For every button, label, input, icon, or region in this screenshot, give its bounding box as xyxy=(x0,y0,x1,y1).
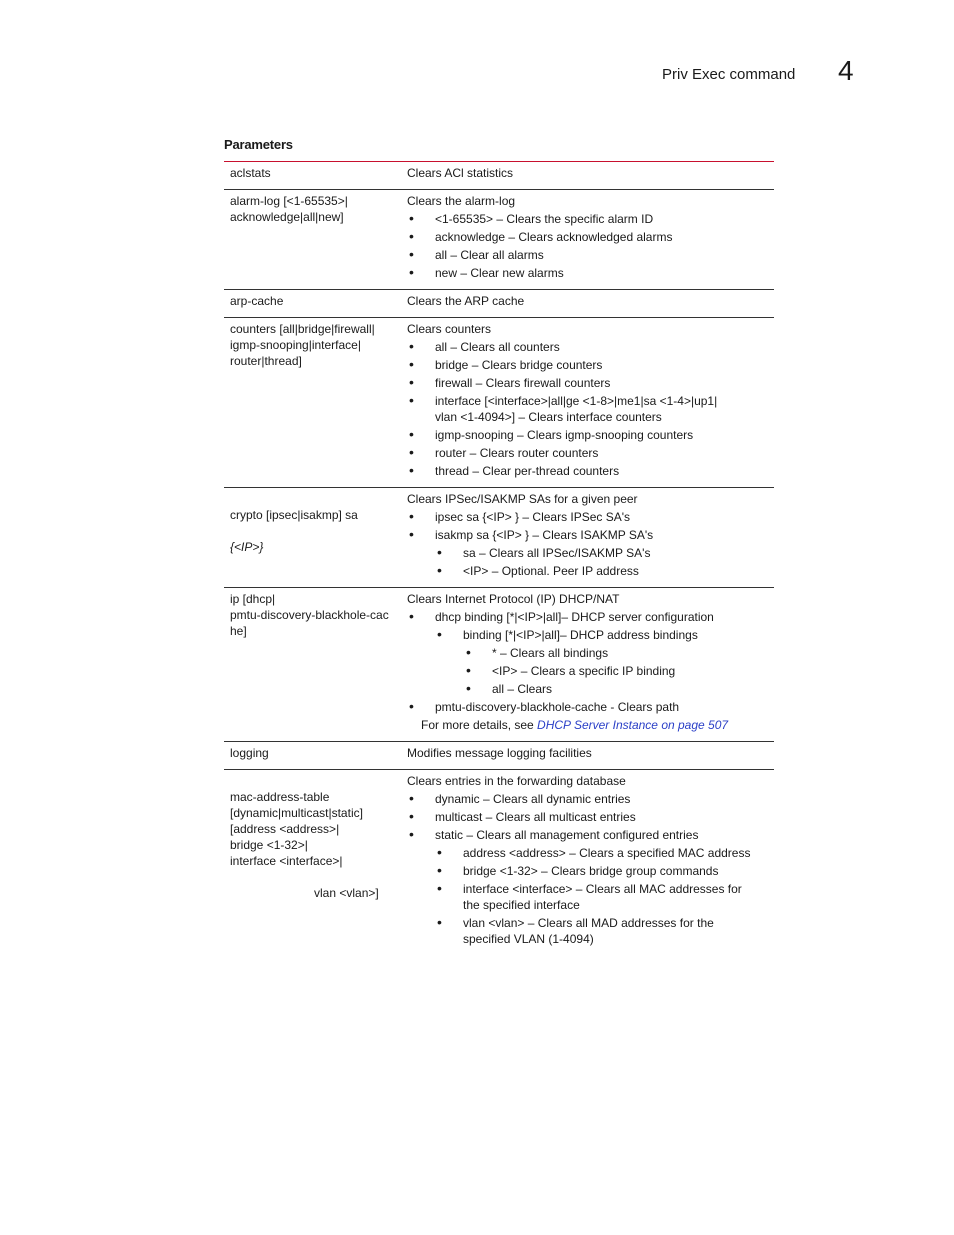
table-row xyxy=(224,318,774,488)
sub-bullet-item: • vlan <vlan> – Clears all MAD addresses for the specified VLAN (1-4094) xyxy=(407,915,774,947)
bullet-item: • firewall – Clears firewall counters xyxy=(407,375,774,391)
bullet-item: • ipsec sa {<IP> } – Clears IPSec SA's xyxy=(407,509,774,525)
sub-bullet-item: • binding [*|<IP>|all]– DHCP address bindings xyxy=(407,627,774,643)
table-row xyxy=(224,488,774,588)
bullet-item: • igmp-snooping – Clears igmp-snooping counters xyxy=(407,427,774,443)
bullet-item: • static – Clears all management configured entries xyxy=(407,827,774,843)
bullet-item: • acknowledge – Clears acknowledged alarms xyxy=(407,229,774,245)
param-name: counters [all|bridge|firewall| igmp-snooping|interface| router|thread] xyxy=(230,322,375,368)
cross-reference-note xyxy=(407,717,774,733)
description-text: Clears counters xyxy=(407,322,492,336)
running-header-title: Priv Exec command xyxy=(662,66,796,83)
note-prefix: For more details, see xyxy=(421,718,538,732)
param-name: alarm-log [<1-65535>| acknowledge|all|new] xyxy=(230,194,348,224)
chapter-number: 4 xyxy=(838,55,854,86)
table-row xyxy=(224,290,774,318)
sub-sub-bullet-item: • <IP> – Clears a specific IP binding xyxy=(407,663,774,679)
table-row xyxy=(224,770,774,956)
description-text: Clears ACl statistics xyxy=(407,166,514,180)
param-description xyxy=(401,742,774,770)
table-row xyxy=(224,162,774,190)
sub-bullet-item: • <IP> – Optional. Peer IP address xyxy=(407,563,774,579)
bullet-item: • <1-65535> – Clears the specific alarm ID xyxy=(407,211,774,227)
sub-bullet-item: • interface <interface> – Clears all MAC addresses for the specified interface xyxy=(407,881,774,913)
param-name: arp-cache xyxy=(230,294,284,308)
bullet-item: • new – Clear new alarms xyxy=(407,265,774,281)
table-row xyxy=(224,742,774,770)
description-text: Clears the alarm-log xyxy=(407,194,516,208)
description-text: Modifies message logging facilities xyxy=(407,746,592,760)
param-description xyxy=(401,588,774,742)
description-text: Clears the ARP cache xyxy=(407,294,525,308)
param-name: logging xyxy=(230,746,269,760)
description-text: Clears IPSec/ISAKMP SAs for a given peer xyxy=(407,492,638,506)
bullet-item: • all – Clears all counters xyxy=(407,339,774,355)
parameters-table xyxy=(224,161,774,955)
param-description xyxy=(401,162,774,190)
param-name-line: {<IP>} xyxy=(230,540,264,554)
param-name: aclstats xyxy=(230,166,271,180)
param-name-line: mac-address-table [dynamic|multicast|static] [address <address>| bridge <1-32>| interface <interface>| xyxy=(230,790,363,868)
param-description xyxy=(401,770,774,956)
bullet-item: • interface [<interface>|all|ge <1-8>|me1|sa <1-4>|up1| vlan <1-4094>] – Clears interface counters xyxy=(407,393,774,425)
description-text: Clears Internet Protocol (IP) DHCP/NAT xyxy=(407,592,620,606)
param-name-line: crypto [ipsec|isakmp] sa xyxy=(230,508,358,522)
param-description xyxy=(401,190,774,290)
cross-reference-link[interactable]: DHCP Server Instance on page 507 xyxy=(537,718,729,732)
param-name: ip [dhcp| pmtu-discovery-blackhole-cac he] xyxy=(230,592,389,638)
bullet-item: • thread – Clear per-thread counters xyxy=(407,463,774,479)
section-heading: Parameters xyxy=(224,137,293,152)
param-description xyxy=(401,290,774,318)
bullet-item: • pmtu-discovery-blackhole-cache - Clears path xyxy=(407,699,774,715)
bullet-item: • all – Clear all alarms xyxy=(407,247,774,263)
sub-sub-bullet-item: • * – Clears all bindings xyxy=(407,645,774,661)
bullet-item: • bridge – Clears bridge counters xyxy=(407,357,774,373)
param-description xyxy=(401,318,774,488)
bullet-item: • multicast – Clears all multicast entries xyxy=(407,809,774,825)
bullet-item: • router – Clears router counters xyxy=(407,445,774,461)
description-text: Clears entries in the forwarding database xyxy=(407,774,626,788)
bullet-item: • isakmp sa {<IP> } – Clears ISAKMP SA's xyxy=(407,527,774,543)
param-description xyxy=(401,488,774,588)
param-name xyxy=(224,770,401,956)
param-name xyxy=(224,488,401,588)
sub-bullet-item: • sa – Clears all IPSec/ISAKMP SA's xyxy=(407,545,774,561)
sub-sub-bullet-item: • all – Clears xyxy=(407,681,774,697)
bullet-item: • dhcp binding [*|<IP>|all]– DHCP server configuration xyxy=(407,609,774,625)
table-row xyxy=(224,190,774,290)
bullet-item: • dynamic – Clears all dynamic entries xyxy=(407,791,774,807)
sub-bullet-item: • bridge <1-32> – Clears bridge group commands xyxy=(407,863,774,879)
param-name-line: vlan <vlan>] xyxy=(314,886,379,900)
table-row xyxy=(224,588,774,742)
sub-bullet-item: • address <address> – Clears a specified MAC address xyxy=(407,845,774,861)
